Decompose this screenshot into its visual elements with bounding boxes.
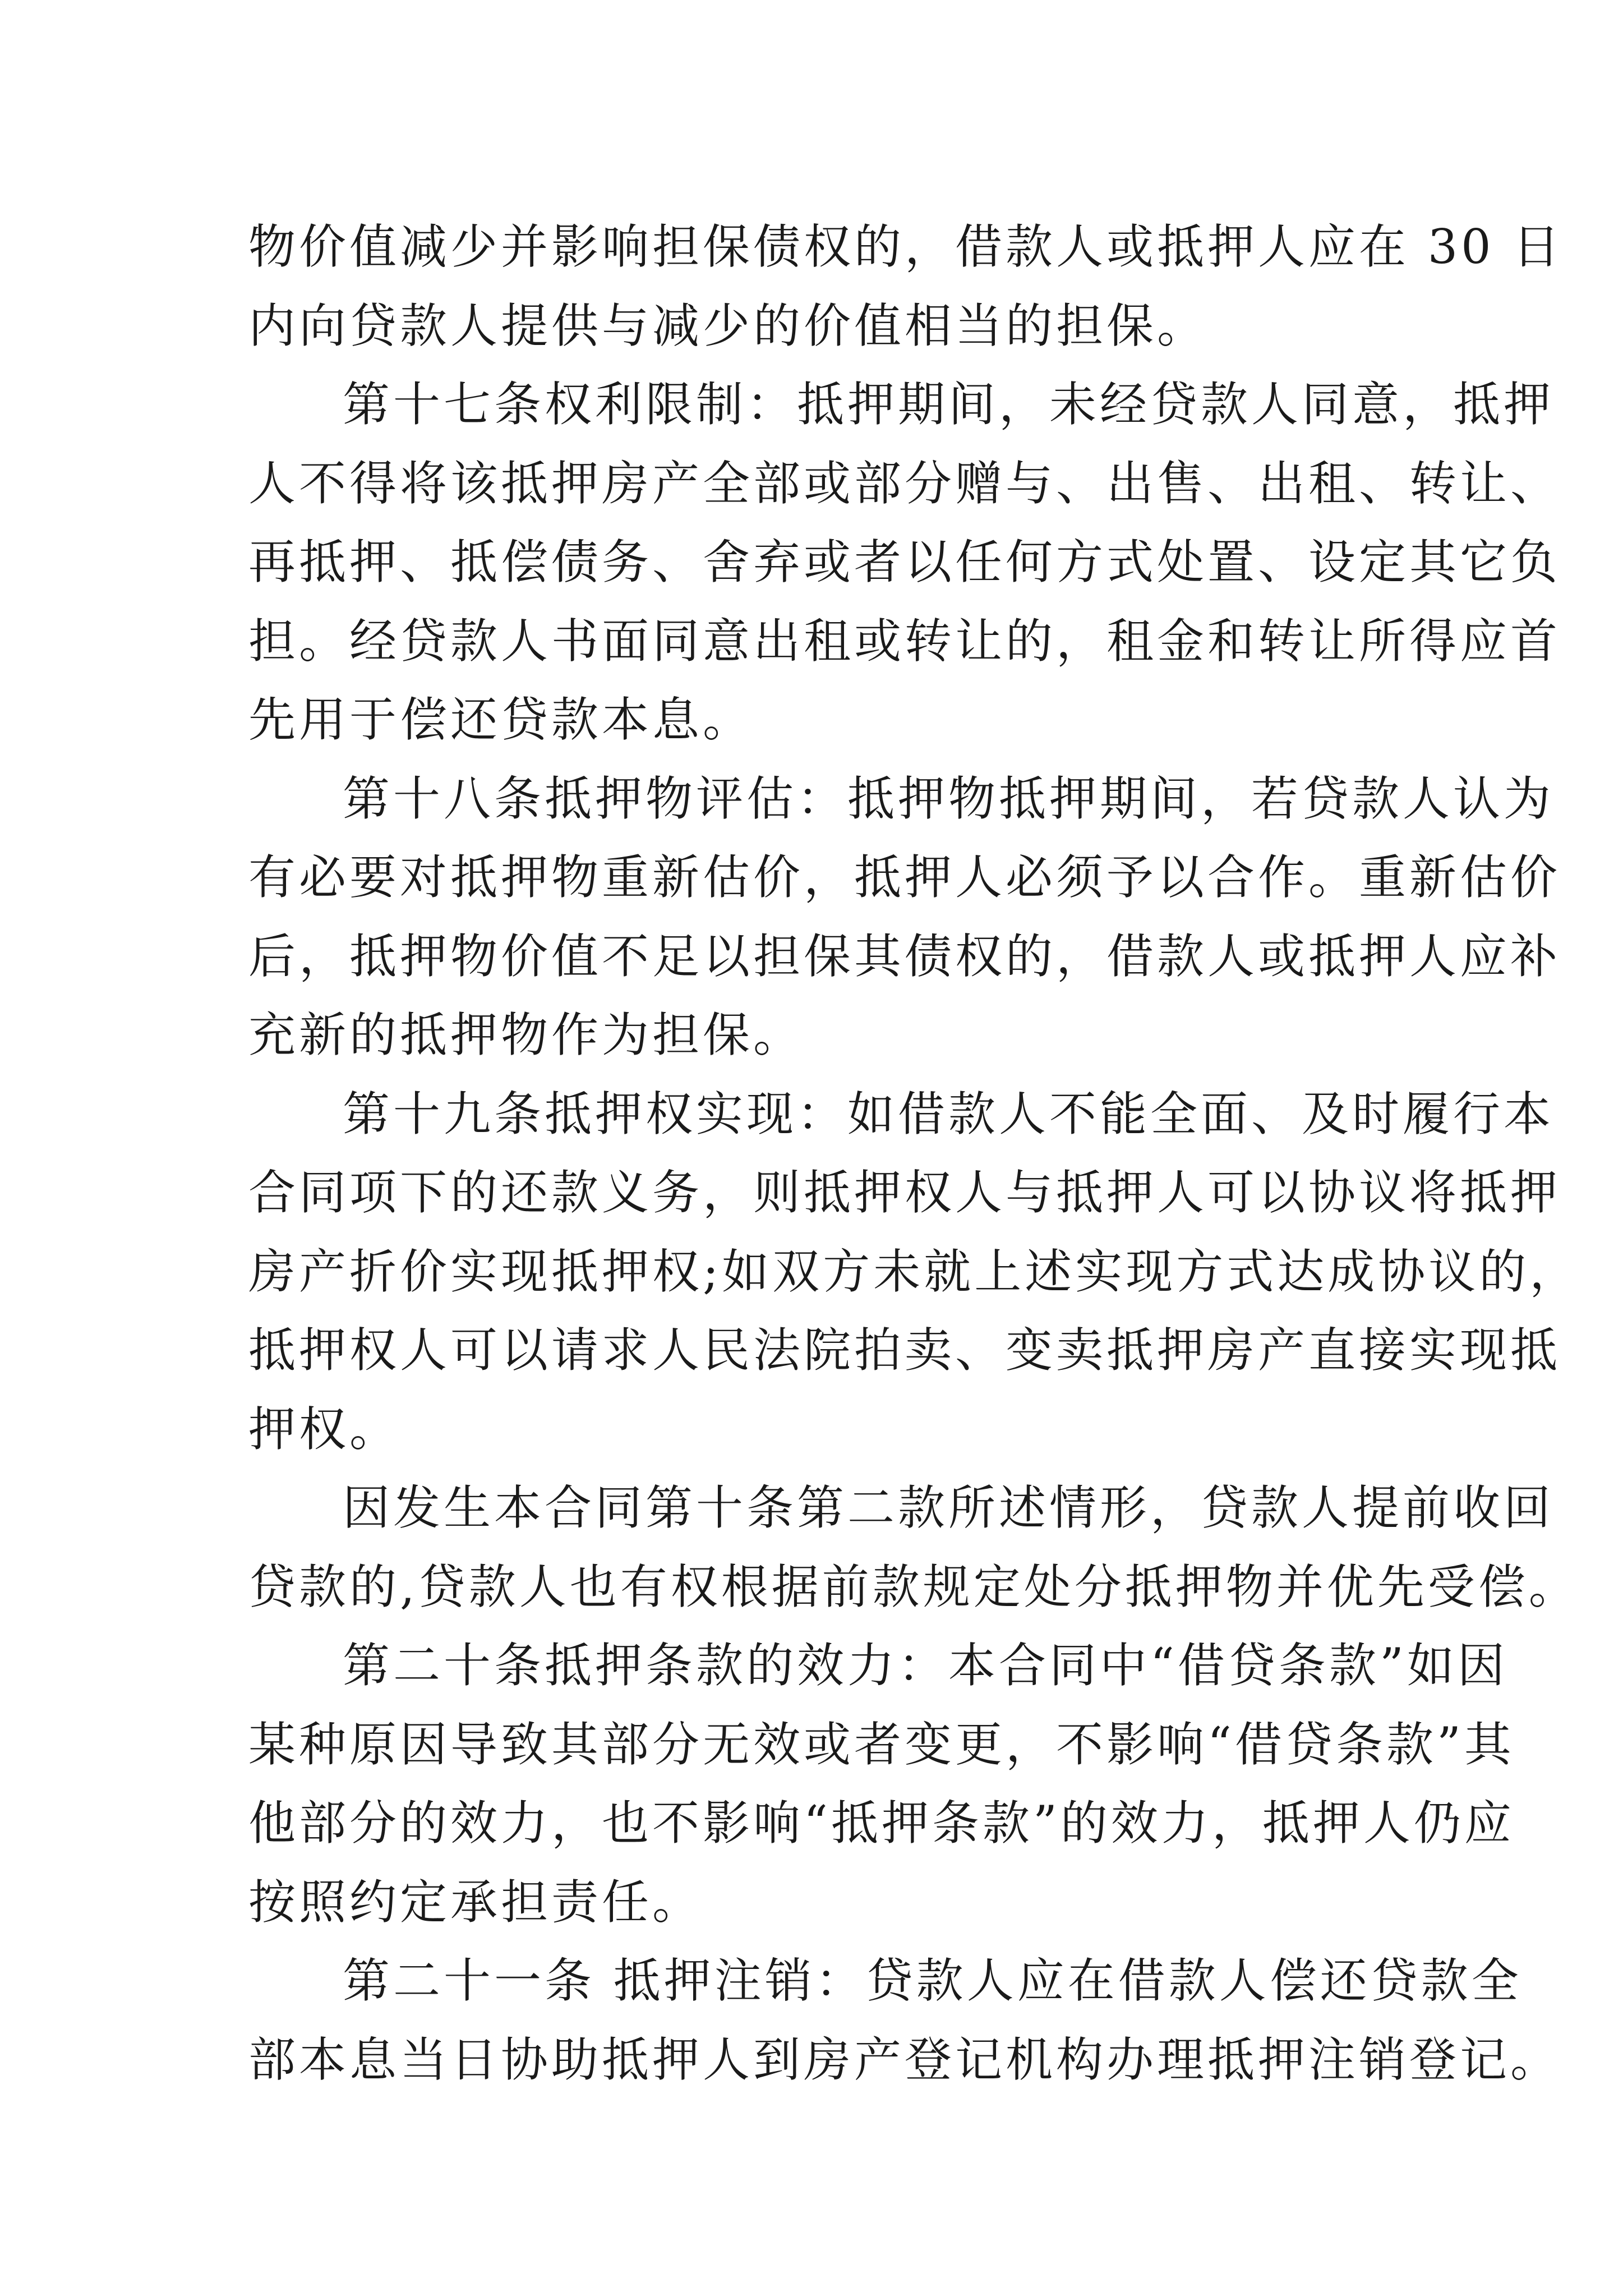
- text-line: 贷款的,贷款人也有权根据前款规定处分抵押物并优先受偿。: [248, 1559, 1579, 1614]
- paragraph-article-20: [248, 1626, 1515, 1941]
- text-line: 先用于偿还贷款本息。: [248, 692, 754, 747]
- text-line: 房产折价实现抵押权;如双方未就上述实现方式达成协议的，: [248, 1244, 1580, 1299]
- text-line: 合同项下的还款义务，则抵押权人与抵押人可以协议将抵押: [248, 1165, 1561, 1220]
- text-line: 担。经贷款人书面同意出租或转让的，租金和转让所得应首: [248, 613, 1561, 669]
- text-line: 第二十条抵押条款的效力：本合同中“借贷条款”如因: [343, 1638, 1508, 1693]
- text-line: 第十八条抵押物评估：抵押物抵押期间，若贷款人认为: [343, 771, 1555, 826]
- text-line: 他部分的效力，也不影响“抵押条款”的效力，抵押人仍应: [248, 1796, 1515, 1851]
- text-line: 人不得将该抵押房产全部或部分赠与、出售、出租、转让、: [248, 455, 1561, 511]
- text-line: 第十九条抵押权实现：如借款人不能全面、及时履行本: [343, 1086, 1555, 1142]
- paragraph-article-18: [248, 760, 1561, 1075]
- text-line: 第十七条权利限制：抵押期间，未经贷款人同意，抵押: [343, 377, 1555, 432]
- text-line: 第二十一条 抵押注销：贷款人应在借款人偿还贷款全: [343, 1953, 1522, 2008]
- paragraph-article-21: [248, 1941, 1561, 2099]
- text-line: 因发生本合同第十条第二款所述情形，贷款人提前收回: [343, 1480, 1555, 1535]
- paragraph-article-19: [248, 1075, 1580, 1469]
- text-line: 内向贷款人提供与减少的价值相当的担保。: [248, 298, 1208, 353]
- text-line: 抵押权人可以请求人民法院拍卖、变卖抵押房产直接实现抵: [248, 1323, 1561, 1378]
- text-line: 部本息当日协助抵押人到房产登记机构办理抵押注销登记。: [248, 2032, 1561, 2087]
- text-line: 后，抵押物价值不足以担保其债权的，借款人或抵押人应补: [248, 928, 1561, 984]
- text-line: 按照约定承担责任。: [248, 1874, 703, 1930]
- paragraph-continuation: [248, 208, 1564, 365]
- text-line: 物价值减少并影响担保债权的，借款人或抵押人应在 30 日: [248, 219, 1564, 274]
- text-line: 再抵押、抵偿债务、舍弃或者以任何方式处置、设定其它负: [248, 535, 1561, 590]
- paragraph-early-recovery: [248, 1469, 1579, 1626]
- text-line: 充新的抵押物作为担保。: [248, 1007, 804, 1062]
- text-line: 某种原因导致其部分无效或者变更，不影响“借贷条款”其: [248, 1717, 1515, 1772]
- paragraph-article-17: [248, 365, 1561, 760]
- document-body: [248, 208, 1580, 2099]
- text-line: 有必要对抵押物重新估价，抵押人必须予以合作。重新估价: [248, 850, 1561, 905]
- text-line: 押权。: [248, 1401, 400, 1457]
